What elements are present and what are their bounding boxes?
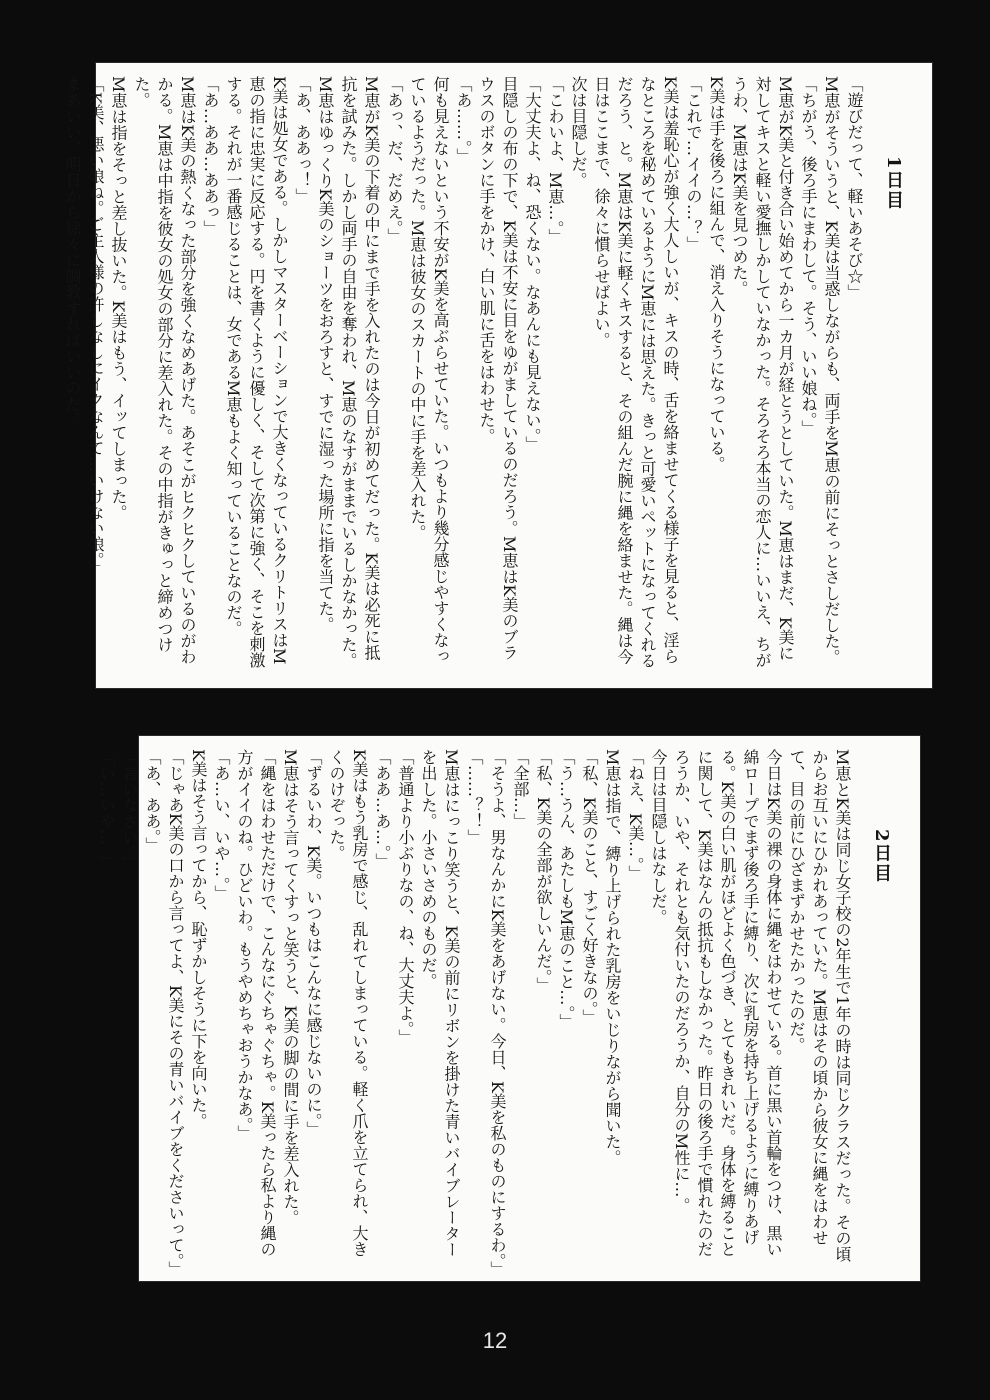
story-section-day2 [95, 749, 911, 1277]
story-paragraph: 何も見えないという不安がK美を高ぶらせていた。いつもより幾分感じやすくなっているようだった。M恵は彼女のスカートの中に手を差入れた。 [408, 76, 450, 664]
story-paragraph: K美はそう言ってから、恥ずかしそうに下を向いた。 [189, 749, 208, 1129]
story-paragraph: M恵とK美は同じ女子校の2年生で1年の時は同じクラスだった。その頃からお互いにひかれあっていた。M恵はその頃から彼女に縄をはわせて、目の前にひざまずかせたかったのだ。 [787, 749, 852, 1262]
story-paragraph: 「普通より小ぶりなの、ね、大丈夫よ。」 [396, 749, 415, 1045]
story-paragraph: 「あ、ああ。」 [143, 749, 162, 853]
story-paragraph: 「い…いや…。」 [97, 749, 116, 869]
story-paragraph: 「ねえ、K美…。」 [626, 749, 645, 881]
story-paragraph: 「あ…ああ…ああっ」 [201, 76, 220, 236]
story-paragraph: M恵はそう言ってくすっと笑うと、K美の脚の間に手を差入れた。 [281, 749, 300, 1226]
story-body-day2 [95, 749, 854, 1277]
story-paragraph: 「ずるいわ、K美。いつもはこんなに感じないのに。」 [304, 749, 323, 1137]
story-paragraph: 次は目隠しだ。 [569, 76, 588, 188]
story-paragraph: 「縄をはわせただけで、こんなにぐちゃぐちゃ。K美ったら私より縄の方がイイのね。ひどいわ。もうやめちゃおうかなあ。」 [235, 749, 277, 1257]
story-paragraph: まあいい、明日から徐々に調教すればいいのだ。 [63, 76, 82, 428]
story-paragraph: 「大丈夫よ、ね、恐くない。なあんにも見えない。」 [523, 76, 542, 452]
story-paragraph: 「私、K美のこと、すごく好きなの。」 [580, 749, 599, 1025]
story-paragraph: K美は羞恥心が強く大人しいが、キスの時、舌を絡ませてくる様子を見ると、淫らなところを秘めているようにM恵には思えた。きっと可愛いペットになってくれるだろう、と。M恵はK美に軽くキスすると、その組んだ腕に縄を絡ませた。縄は今日はここまで、徐々に慣らせばよい。 [592, 76, 680, 669]
story-paragraph: 「ああ…あ…。」 [373, 749, 392, 869]
story-paragraph: K美はもう乳房で感じ、乱れてしまっている。軽く爪を立てられ、大きくのけぞった。 [327, 749, 369, 1257]
story-paragraph: 「じゃあK美の口から言ってよ、K美にその青いバイブをくださいって。」 [166, 749, 185, 1277]
story-paragraph: 「あ…い、いや…。」 [212, 749, 231, 901]
story-paragraph: K美は処女である。しかしマスターベーションで大きくなっているクリトリスはM恵の指に忠実に反応する。円を書くように優しく、そして次第に強く、そこを刺激する。それが一番感じることは、女であるM恵もよく知っていることなのだ。 [224, 76, 289, 668]
story-paragraph: M恵はK美の熱くなった部分を強くなめあげた。あそこがヒクヒクしているのがわかる。M恵は中指を彼女の処女の部分に差入れた。その中指がきゅっと締めつけた。 [132, 76, 197, 665]
story-paragraph: 今日は目隠しはなしだ。 [649, 749, 668, 925]
story-paragraph: 「う…うん、あたしもM恵のこと…。」 [557, 749, 576, 1030]
story-paragraph: 今日はK美の裸の身体に縄をはわせている。首に黒い首輪をつけ、黒い綿ロープでまず後ろ手に縛り、次に乳房を持ち上げるように縛りあげる。K美の白い肌がほどよく色づき、とてもきれいだ。身体を縛ることに関して、K美はなんの抵抗もしなかった。昨日の後ろ手で慣れたのだろうか、いや、それとも気付いたのだろうか、自分のM性に…。 [672, 749, 783, 1257]
story-section-day1 [61, 76, 923, 676]
story-paragraph: 「あ、ああっ！」 [293, 76, 312, 204]
story-paragraph: 「言いなさい。」 [120, 749, 139, 869]
story-paragraph: M恵がK美と付き合い始めてから一カ月が経とうとしていた。M恵はまだ、K美に対してキスと軽い愛撫しかしていなかった。そろそろ本当の恋人に…いいえ、ちがうわ、M恵はK美を見つめた。 [730, 76, 795, 668]
story-paragraph: 「こわいよ、M恵…。」 [546, 76, 565, 245]
story-paragraph: K美は手を後ろに組んで、消え入りそうになっている。 [707, 76, 726, 472]
story-paragraph: M恵がそういうと、K美は当惑しながらも、両手をM恵の前にそっとさしだした。 [822, 76, 841, 665]
section-heading-day1: 1日目 [883, 156, 904, 211]
story-paragraph: 「遊びだって、軽いあそび☆」 [845, 76, 864, 300]
story-body-day1 [61, 76, 866, 676]
story-paragraph: 「あ……。」 [454, 76, 473, 164]
story-sheet-day1 [63, 62, 933, 689]
story-paragraph: 「そうよ、男なんかにK美をあげない。今日、K美を私のものにするわ。」 [488, 749, 507, 1277]
story-paragraph: 「私、K美の全部が欲しいんだ。」 [534, 749, 553, 993]
page-number: 12 [482, 1328, 508, 1353]
story-paragraph: M恵はにっこり笑うと、K美の前にリボンを掛けた青いバイブレーターを出した。小さいさめのものだ。 [419, 749, 461, 1258]
story-paragraph: 「あっ、だ、だめえ。」 [385, 76, 404, 244]
story-paragraph: 「……？！」 [465, 749, 484, 845]
story-sheet-day2 [97, 735, 921, 1282]
story-paragraph: 「ちがう、後ろ手にまわして。そう、いい娘ね。」 [799, 76, 818, 436]
section-heading-day2: 2日目 [871, 829, 892, 884]
story-paragraph: M恵は指で、縛り上げられた乳房をいじりながら聞いた。 [603, 749, 622, 1166]
story-paragraph: M恵は指をそっと差し抜いた。K美はもう、イッてしまった。 [109, 76, 128, 521]
story-paragraph: 「これで…イイの…？」 [684, 76, 703, 252]
story-paragraph: M恵がK美の下着の中にまで手を入れたのは今日が初めてだった。K美は必死に抵抗を試みた。しかし両手の自由を奪われ、M恵のなすがままでいるしかなかった。M恵はゆっくりK美のショーツをおろすと、すでに湿った場所に指を当てた。 [316, 76, 381, 669]
story-paragraph: 目隠しの布の下で、K美は不安に目をゆがましているのだろう。M恵はK美のブラウスのボタンに手をかけ、白い肌に舌をはわせた。 [477, 76, 519, 661]
story-paragraph: 「K美、悪い娘ね。ご主人様の許しなしにイクなんて…いけない娘。」 [86, 76, 105, 576]
story-paragraph: 「全部…」 [511, 749, 530, 829]
